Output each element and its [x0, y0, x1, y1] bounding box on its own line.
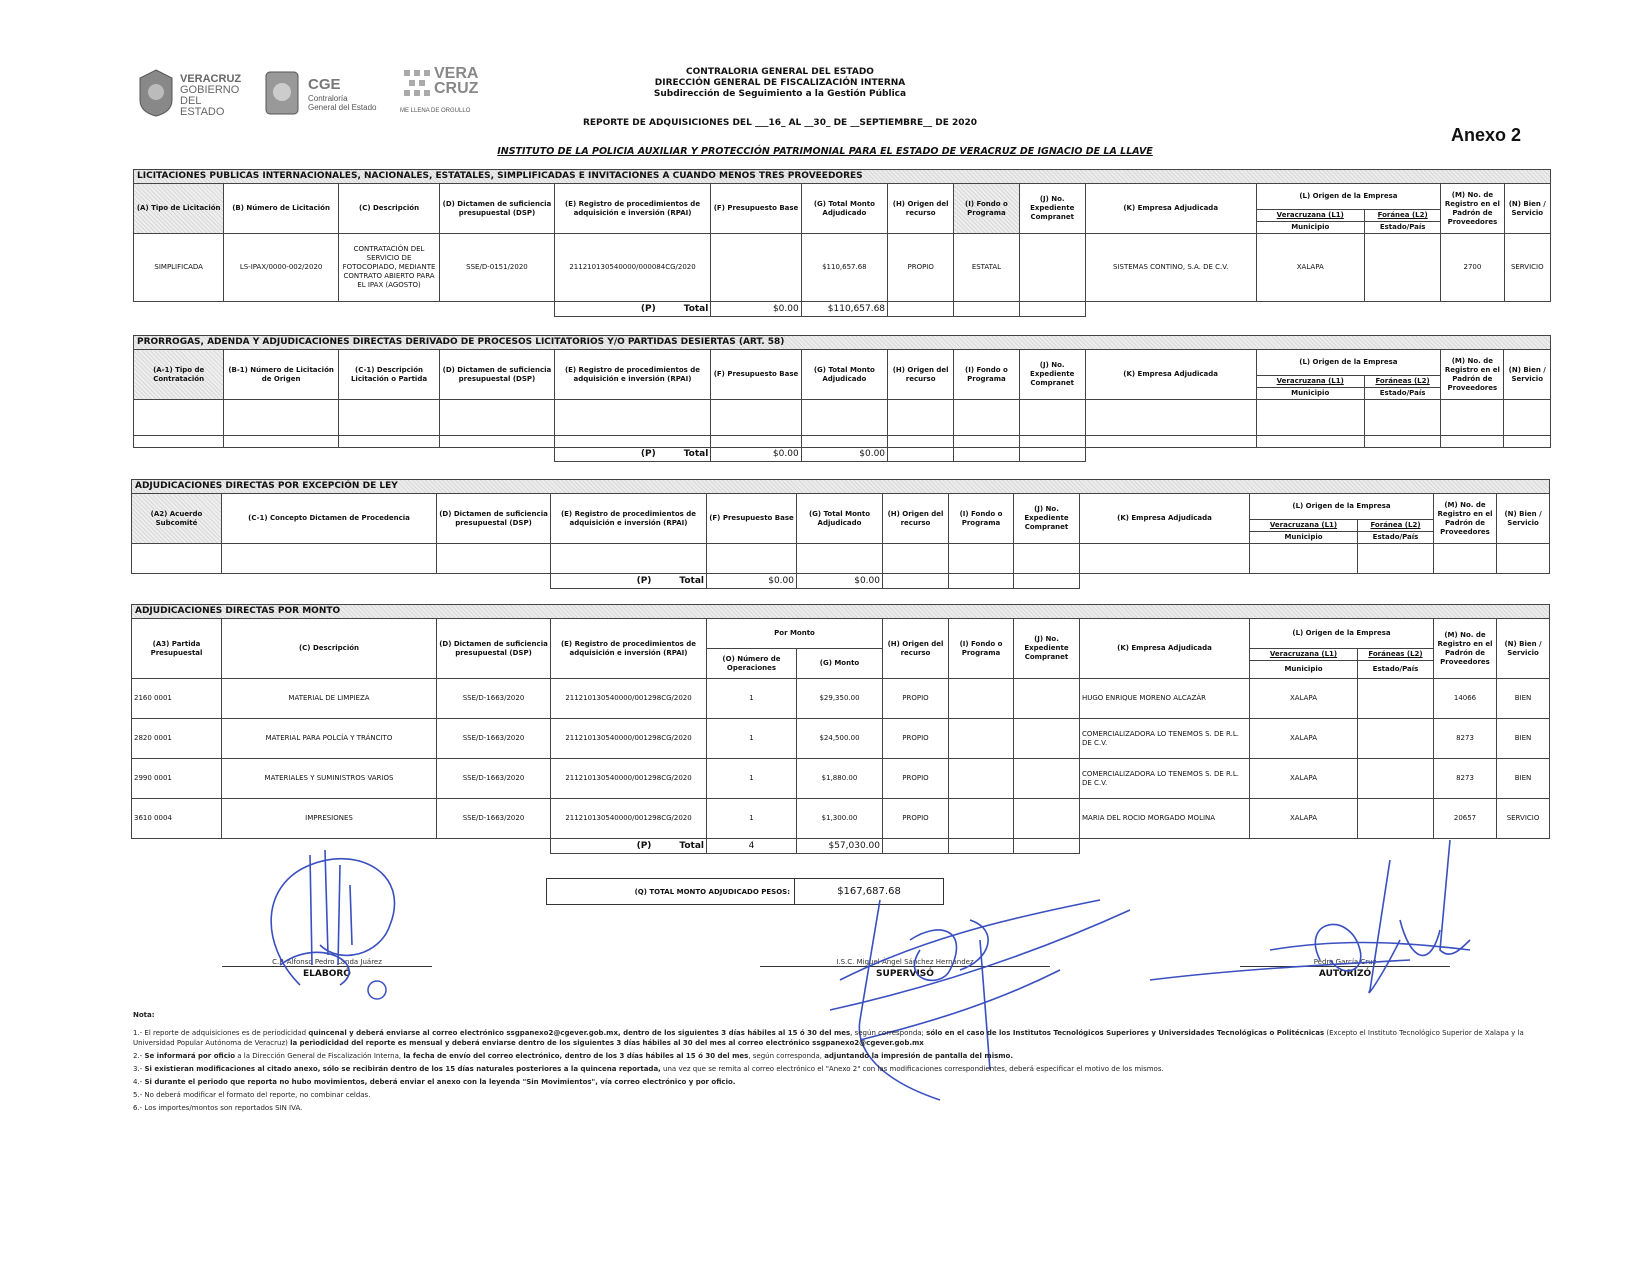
col-total-monto: (G) Total Monto Adjudicado: [797, 494, 883, 544]
note-3-part-a: 3.-: [133, 1065, 145, 1073]
cell-origen: PROPIO: [883, 799, 949, 839]
signature-role-autorizo: AUTORIZÓ: [1318, 969, 1372, 979]
col-total-monto: (G) Total Monto Adjudicado: [801, 184, 887, 234]
veracruz-shield-icon: [136, 68, 176, 118]
cell-operaciones: 1: [707, 759, 797, 799]
header-line-3: Subdirección de Seguimiento a la Gestión Pública: [653, 89, 907, 99]
total-monto: $0.00: [797, 574, 883, 589]
cell-partida: 2820 0001: [132, 719, 222, 759]
cell-bien: SERVICIO: [1497, 799, 1550, 839]
note-4-part-b: Si durante el periodo que reporta no hubo movimientos, deberá enviar el anexo con la leyenda "Sin Movimientos", vía correo electrónico y por oficio.: [144, 1078, 736, 1086]
note-4: [133, 1077, 1533, 1087]
col-descripcion: (C) Descripción: [338, 184, 439, 234]
handwritten-signature-autorizo: [1150, 840, 1480, 1010]
cell-rpai: 211210130540000/001298CG/2020: [551, 719, 707, 759]
cell-presupuesto: [711, 234, 801, 302]
total-label: Total: [679, 840, 704, 851]
total-monto: $0.00: [801, 448, 887, 462]
handwritten-signature-elaboro: [240, 845, 440, 1005]
total-row: [132, 574, 1550, 589]
col-licitacion-origen: (B-1) Número de Licitación de Origen: [224, 350, 338, 400]
col-fondo: (I) Fondo o Programa: [949, 619, 1014, 679]
col-origen-recurso: (H) Origen del recurso: [883, 619, 949, 679]
cell-descripcion: CONTRATACIÓN DEL SERVICIO DE FOTOCOPIADO, MEDIANTE CONTRATO ABIERTO PARA EL IPAX (AGOSTO): [338, 234, 439, 302]
veracruz-logo-text-2: GOBIERNO: [180, 84, 240, 96]
header-line-1: CONTRALORIA GENERAL DEL ESTADO: [686, 67, 874, 77]
col-bien-servicio: (N) Bien / Servicio: [1504, 350, 1551, 400]
note-2: [133, 1051, 1533, 1061]
section-monto-table: [131, 604, 1550, 854]
cell-padron: 8273: [1434, 759, 1497, 799]
cge-logo-sub-1: Contraloría: [308, 94, 348, 103]
col-presupuesto: (F) Presupuesto Base: [711, 350, 801, 400]
col-compranet: (J) No. Expediente Compranet: [1019, 184, 1085, 234]
note-3-part-c: una vez que se remita al correo electrónico el "Anexo 2" con las modificaciones correspondientes, deberá especificar el motivo de los mismos.: [660, 1065, 1164, 1073]
grand-total-label: (Q) TOTAL MONTO ADJUDICADO PESOS:: [547, 879, 795, 904]
veracruz-orgullo-logo: [400, 66, 490, 120]
note-1-part-e: (Excepto el Instituto Tecnológico Superior de Xalapa y la Universidad Popular Autónoma de Veracruz): [133, 1029, 1524, 1047]
col-fondo: (I) Fondo o Programa: [954, 184, 1019, 234]
cell-empresa: MARIA DEL ROCIO MORGADO MOLINA: [1080, 799, 1250, 839]
cell-descripcion: MATERIAL DE LIMPIEZA: [222, 679, 437, 719]
note-1-part-d: sólo en el caso de los Institutos Tecnológicos Superiores y Universidades Tecnológicas o Politécnicas: [926, 1029, 1325, 1037]
report-header: [560, 67, 1000, 129]
col-compranet: (J) No. Expediente Compranet: [1014, 619, 1080, 679]
signature-role-superviso: SUPERVISÓ: [876, 969, 934, 979]
table-row: [134, 400, 1551, 436]
cell-dsp: SSE/D-0151/2020: [440, 234, 554, 302]
col-origen-empresa: (L) Origen de la Empresa: [1250, 619, 1434, 649]
cell-partida: 3610 0004: [132, 799, 222, 839]
note-1-part-c: , según corresponda;: [850, 1029, 927, 1037]
note-6: 6.- Los importes/montos son reportados SIN IVA.: [133, 1104, 303, 1112]
col-dsp: (D) Dictamen de suficiencia presupuestal (DSP): [440, 184, 554, 234]
institution-name: INSTITUTO DE LA POLICIA AUXILIAR Y PROTECCIÓN PATRIMONIAL PARA EL ESTADO DE VERACRUZ DE IGNACIO DE LA LLAVE: [497, 146, 1153, 157]
cell-monto: $29,350.00: [797, 679, 883, 719]
col-dsp: (D) Dictamen de suficiencia presupuestal (DSP): [437, 494, 551, 544]
total-presupuesto: $0.00: [711, 448, 801, 462]
note-3-part-b: Si existieran modificaciones al citado anexo, sólo se recibirán dentro de los 15 días naturales posteriores a la quincena reportada,: [144, 1065, 661, 1073]
cell-operaciones: 1: [707, 719, 797, 759]
col-foranea: Foráneas (L2): [1358, 649, 1434, 661]
cell-padron: 2700: [1441, 234, 1504, 302]
note-2-part-c: a la Dirección General de Fiscalización Interna,: [235, 1052, 404, 1060]
cge-logo: [262, 68, 392, 118]
col-padron: (M) No. de Registro en el Padrón de Proveedores: [1434, 619, 1497, 679]
col-origen-empresa: (L) Origen de la Empresa: [1256, 350, 1441, 376]
cell-tipo: SIMPLIFICADA: [134, 234, 224, 302]
col-estado: Estado/País: [1364, 222, 1440, 234]
col-municipio: Municipio: [1256, 388, 1364, 400]
table-row: [132, 679, 1550, 719]
col-padron: (M) No. de Registro en el Padrón de Proveedores: [1441, 184, 1504, 234]
col-padron: (M) No. de Registro en el Padrón de Proveedores: [1434, 494, 1497, 544]
cell-monto: $24,500.00: [797, 719, 883, 759]
cell-monto: $110,657.68: [801, 234, 887, 302]
signature-name-elaboro: C.P. Alfonso Pedro Landa Juárez: [272, 958, 382, 966]
cell-monto: $1,880.00: [797, 759, 883, 799]
cell-origen: PROPIO: [883, 759, 949, 799]
col-empresa: (K) Empresa Adjudicada: [1085, 350, 1256, 400]
cell-compranet: [1019, 234, 1085, 302]
cell-fondo: ESTATAL: [954, 234, 1019, 302]
cge-logo-sub-2: General del Estado: [308, 103, 377, 112]
col-presupuesto: (F) Presupuesto Base: [707, 494, 797, 544]
col-descripcion: (C) Descripción: [222, 619, 437, 679]
col-municipio: Municipio: [1256, 222, 1364, 234]
note-5: 5.- No deberá modificar el formato del reporte, no combinar celdas.: [133, 1091, 371, 1099]
col-origen-empresa: (L) Origen de la Empresa: [1250, 494, 1434, 520]
vera-logo-text: VERA: [434, 65, 479, 82]
cell-origen: PROPIO: [888, 234, 954, 302]
col-bien-servicio: (N) Bien / Servicio: [1504, 184, 1550, 234]
header-line-2: DIRECCIÓN GENERAL DE FISCALIZACIÓN INTERNA: [654, 78, 906, 88]
total-p-label: (P): [636, 840, 652, 851]
total-p-label: (P): [636, 575, 652, 586]
col-total-monto: (G) Total Monto Adjudicado: [801, 350, 887, 400]
note-1: [133, 1028, 1533, 1048]
note-3: [133, 1064, 1533, 1074]
col-veracruzana: Veracruzana (L1): [1250, 520, 1358, 532]
orgullo-logo-text: ME LLENA DE ORGULLO: [400, 108, 471, 114]
total-p-label: (P): [640, 303, 656, 314]
veracruz-logo-text-1: VERACRUZ: [180, 73, 242, 85]
cell-bien: BIEN: [1497, 679, 1550, 719]
col-estado: Estado/País: [1358, 532, 1434, 544]
col-foranea: Foráneas (L2): [1364, 376, 1440, 388]
col-dsp: (D) Dictamen de suficiencia presupuestal (DSP): [437, 619, 551, 679]
table-row: [132, 544, 1550, 574]
cross-pattern-icon: [400, 66, 434, 100]
col-concepto-dictamen: (C-1) Concepto Dictamen de Procedencia: [222, 494, 437, 544]
section-4-title: ADJUDICACIONES DIRECTAS POR MONTO: [132, 605, 1550, 619]
col-estado: Estado/País: [1358, 661, 1434, 679]
col-origen-recurso: (H) Origen del recurso: [883, 494, 949, 544]
section-prorrogas-table: [133, 335, 1551, 462]
cge-shield-icon: [262, 68, 302, 118]
cell-bien: BIEN: [1497, 719, 1550, 759]
col-tipo-licitacion: (A) Tipo de Licitación: [134, 184, 224, 234]
col-origen-recurso: (H) Origen del recurso: [888, 350, 954, 400]
section-3-title: ADJUDICACIONES DIRECTAS POR EXCEPCIÓN DE LEY: [132, 480, 1550, 494]
col-foranea: Foránea (L2): [1364, 210, 1440, 222]
col-rpai: (E) Registro de procedimientos de adquisición e inversión (RPAI): [551, 619, 707, 679]
section-2-title: PRORROGAS, ADENDA Y ADJUDICACIONES DIRECTAS DERIVADO DE PROCESOS LICITATORIOS Y/O PARTIDAS DESIERTAS (ART. 58): [134, 336, 1551, 350]
table-row: [134, 436, 1551, 448]
total-label: Total: [679, 575, 704, 586]
col-veracruzana: Veracruzana (L1): [1250, 649, 1358, 661]
col-origen-recurso: (H) Origen del recurso: [888, 184, 954, 234]
section-1-title: LICITACIONES PUBLICAS INTERNACIONALES, NACIONALES, ESTATALES, SIMPLIFICADAS E INVITACIONES A CUANDO MENOS TRES PROVEEDORES: [134, 170, 1551, 184]
cell-origen: PROPIO: [883, 679, 949, 719]
note-1-part-b: quincenal y deberá enviarse al correo electrónico ssgpanexo2@cgever.gob.mx, dentro de los siguientes 3 días hábiles al 15 ó 30 del mes: [308, 1029, 851, 1037]
cell-descripcion: MATERIAL PARA POLCÍA Y TRÁNCITO: [222, 719, 437, 759]
cell-rpai: 211210130540000/001298CG/2020: [551, 759, 707, 799]
cell-dsp: SSE/D-1663/2020: [437, 719, 551, 759]
total-monto: $57,030.00: [797, 839, 883, 854]
cge-logo-text: CGE: [308, 76, 341, 93]
col-rpai: (E) Registro de procedimientos de adquisición e inversión (RPAI): [554, 184, 711, 234]
total-operaciones: 4: [707, 839, 797, 854]
cell-municipio: XALAPA: [1250, 679, 1358, 719]
col-rpai: (E) Registro de procedimientos de adquisición e inversión (RPAI): [554, 350, 711, 400]
note-1-part-a: 1.- El reporte de adquisiciones es de periodicidad: [133, 1029, 309, 1037]
total-p-label: (P): [640, 449, 656, 459]
col-bien-servicio: (N) Bien / Servicio: [1497, 494, 1550, 544]
total-row: [134, 302, 1551, 317]
total-monto: $110,657.68: [801, 302, 887, 317]
col-partida: (A3) Partida Presupuestal: [132, 619, 222, 679]
col-municipio: Municipio: [1250, 661, 1358, 679]
note-2-part-b: Se informará por oficio: [144, 1052, 236, 1060]
cell-municipio: XALAPA: [1256, 234, 1364, 302]
col-operaciones: (O) Número de Operaciones: [707, 649, 797, 679]
cell-dsp: SSE/D-1663/2020: [437, 679, 551, 719]
cell-origen: PROPIO: [883, 719, 949, 759]
note-2-part-e: , según corresponda,: [748, 1052, 825, 1060]
cell-municipio: XALAPA: [1250, 759, 1358, 799]
cell-empresa: SISTEMAS CONTINO, S.A. DE C.V.: [1085, 234, 1256, 302]
cell-empresa: COMERCIALIZADORA LO TENEMOS S. DE R.L. DE C.V.: [1080, 759, 1250, 799]
col-monto: (G) Monto: [797, 649, 883, 679]
col-descripcion-licitacion: (C-1) Descripción Licitación o Partida: [338, 350, 439, 400]
cell-descripcion: IMPRESIONES: [222, 799, 437, 839]
table-row: [132, 719, 1550, 759]
section-excepcion-table: [131, 479, 1550, 589]
col-rpai: (E) Registro de procedimientos de adquisición e inversión (RPAI): [551, 494, 707, 544]
notes-title: Nota:: [133, 1011, 155, 1019]
col-acuerdo-subcomite: (A2) Acuerdo Subcomité: [132, 494, 222, 544]
total-presupuesto: $0.00: [711, 302, 801, 317]
note-2-part-a: 2.-: [133, 1052, 145, 1060]
cell-empresa: HUGO ENRIQUE MORENO ALCAZÁR: [1080, 679, 1250, 719]
cell-padron: 14066: [1434, 679, 1497, 719]
col-origen-empresa: (L) Origen de la Empresa: [1256, 184, 1441, 210]
col-presupuesto: (F) Presupuesto Base: [711, 184, 801, 234]
table-row: [134, 234, 1551, 302]
note-4-part-a: 4.-: [133, 1078, 145, 1086]
col-compranet: (J) No. Expediente Compranet: [1014, 494, 1080, 544]
cell-bien: BIEN: [1497, 759, 1550, 799]
cell-descripcion: MATERIALES Y SUMINISTROS VARIOS: [222, 759, 437, 799]
table-row: [132, 799, 1550, 839]
col-por-monto: Por Monto: [707, 619, 883, 649]
cruz-logo-text: CRUZ: [434, 80, 479, 97]
cell-municipio: XALAPA: [1250, 719, 1358, 759]
cell-padron: 8273: [1434, 719, 1497, 759]
note-2-part-f: adjuntando la impresión de pantalla del mismo.: [824, 1052, 1014, 1060]
cell-dsp: SSE/D-1663/2020: [437, 799, 551, 839]
cell-operaciones: 1: [707, 679, 797, 719]
total-label: Total: [683, 449, 709, 459]
col-municipio: Municipio: [1250, 532, 1358, 544]
cell-dsp: SSE/D-1663/2020: [437, 759, 551, 799]
cell-partida: 2990 0001: [132, 759, 222, 799]
note-2-part-d: la fecha de envío del correo electrónico, dentro de los 3 días hábiles al 15 ó 30 del mes: [403, 1052, 749, 1060]
report-period: REPORTE DE ADQUISICIONES DEL ___16_ AL __30_ DE __SEPTIEMBRE__ DE 2020: [582, 118, 978, 128]
cell-municipio: XALAPA: [1250, 799, 1358, 839]
col-dsp: (D) Dictamen de suficiencia presupuestal (DSP): [440, 350, 554, 400]
total-label: Total: [683, 303, 709, 314]
col-empresa: (K) Empresa Adjudicada: [1085, 184, 1256, 234]
cell-padron: 20657: [1434, 799, 1497, 839]
table-row: [132, 759, 1550, 799]
cell-rpai: 211210130540000/000084CG/2020: [554, 234, 711, 302]
col-veracruzana: Veracruzana (L1): [1256, 210, 1364, 222]
col-estado: Estado/País: [1364, 388, 1440, 400]
total-row: [134, 448, 1551, 462]
cell-partida: 2160 0001: [132, 679, 222, 719]
cell-empresa: COMERCIALIZADORA LO TENEMOS S. DE R.L. DE C.V.: [1080, 719, 1250, 759]
cell-estado: [1364, 234, 1440, 302]
col-fondo: (I) Fondo o Programa: [954, 350, 1019, 400]
signature-name-autorizo: Pedro García Cruz: [1313, 958, 1377, 966]
col-fondo: (I) Fondo o Programa: [949, 494, 1014, 544]
anexo-title: Anexo 2: [1451, 125, 1522, 145]
section-licitaciones-table: [133, 169, 1551, 317]
col-compranet: (J) No. Expediente Compranet: [1019, 350, 1085, 400]
col-padron: (M) No. de Registro en el Padrón de Proveedores: [1441, 350, 1504, 400]
col-empresa: (K) Empresa Adjudicada: [1080, 494, 1250, 544]
col-bien-servicio: (N) Bien / Servicio: [1497, 619, 1550, 679]
note-1-part-f: la periodicidad del reporte es mensual y deberá enviarse dentro de los siguientes 3 días hábiles al 30 del mes al correo electrónico ssgpanexo2@cgever.gob.mx: [290, 1039, 924, 1047]
col-empresa: (K) Empresa Adjudicada: [1080, 619, 1250, 679]
cell-numero: LS-IPAX/0000-002/2020: [224, 234, 338, 302]
col-veracruzana: Veracruzana (L1): [1256, 376, 1364, 388]
veracruz-logo: [136, 68, 248, 118]
col-tipo-contratacion: (A-1) Tipo de Contratación: [134, 350, 224, 400]
col-foranea: Foránea (L2): [1358, 520, 1434, 532]
cell-monto: $1,300.00: [797, 799, 883, 839]
cell-rpai: 211210130540000/001298CG/2020: [551, 679, 707, 719]
total-presupuesto: $0.00: [707, 574, 797, 589]
cell-rpai: 211210130540000/001298CG/2020: [551, 799, 707, 839]
grand-total-value: $167,687.68: [837, 886, 901, 897]
cell-bien: SERVICIO: [1504, 234, 1550, 302]
col-numero-licitacion: (B) Número de Licitación: [224, 184, 338, 234]
signature-name-superviso: I.S.C. Miguel Ángel Sánchez Hernández: [836, 958, 974, 966]
cell-operaciones: 1: [707, 799, 797, 839]
signature-role-elaboro: ELABORÓ: [303, 969, 351, 979]
notes-section: [133, 1010, 1533, 1116]
veracruz-logo-text-3: DEL ESTADO: [180, 95, 225, 118]
